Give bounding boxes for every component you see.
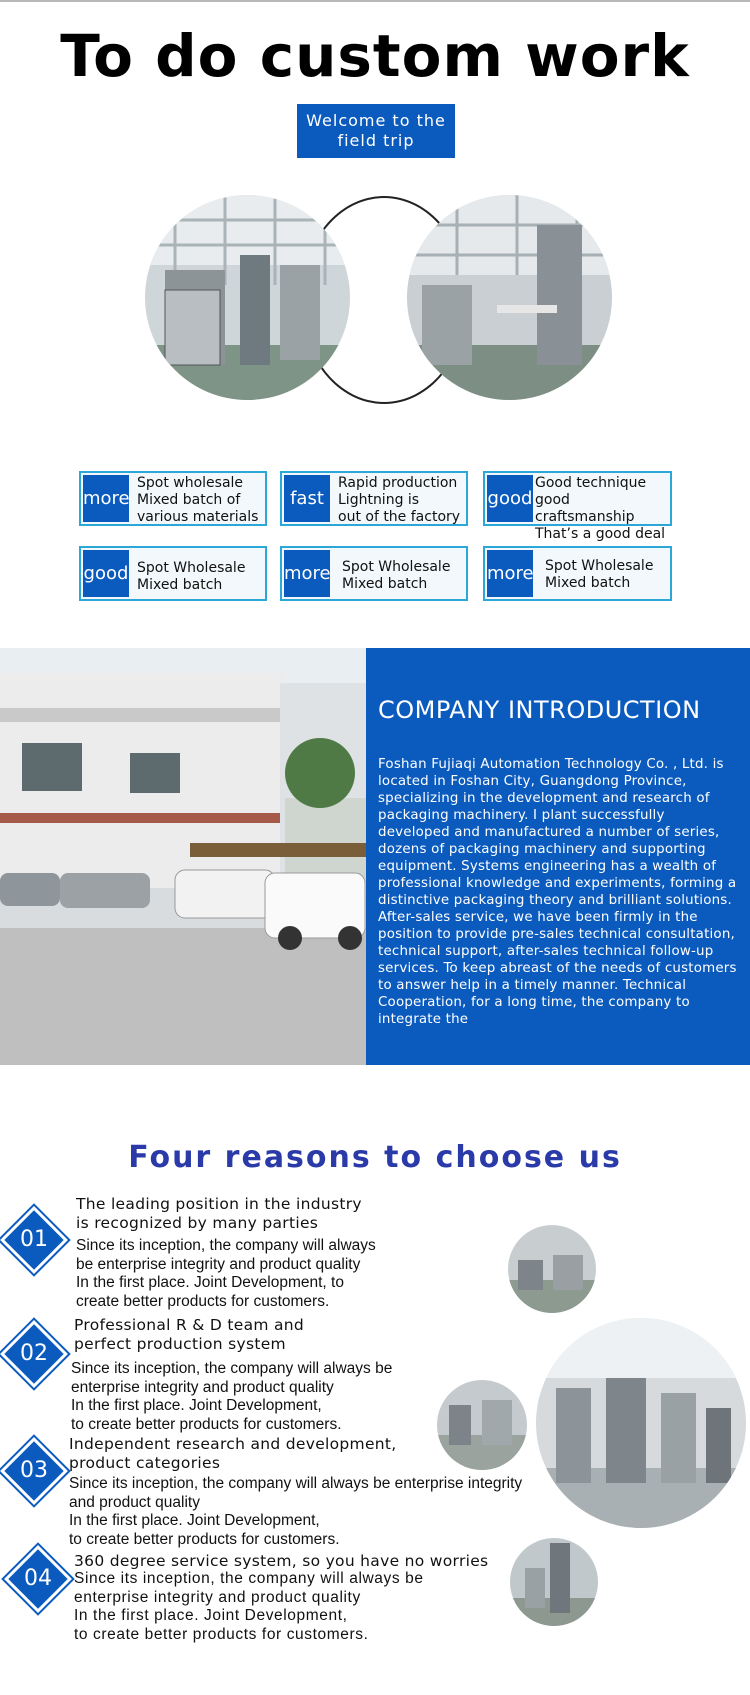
reason-number: 02 bbox=[20, 1341, 48, 1366]
reason-number: 04 bbox=[24, 1566, 52, 1591]
feature-badge: more bbox=[284, 550, 330, 597]
factory-photo-left bbox=[145, 195, 350, 400]
top-divider bbox=[0, 0, 750, 2]
reason-number: 03 bbox=[20, 1458, 48, 1483]
intro-title: COMPANY INTRODUCTION bbox=[378, 696, 701, 724]
feature-badge: more bbox=[487, 550, 533, 597]
reasons-title: Four reasons to choose us bbox=[128, 1140, 622, 1175]
reason-number-badge bbox=[8, 1445, 60, 1497]
feature-badge: good bbox=[83, 550, 129, 597]
reason-heading: Independent research and development, product categories bbox=[69, 1435, 397, 1472]
reason-body: Since its inception, the company will always be enterprise integrity and product quality In the first place. Joint Development, to create better products for customers. bbox=[69, 1475, 523, 1548]
workshop-photo-small bbox=[437, 1380, 527, 1470]
welcome-text: Welcome to the field trip bbox=[306, 111, 446, 150]
reason-number-badge bbox=[8, 1214, 60, 1266]
reason-heading: Professional R & D team and perfect production system bbox=[74, 1316, 305, 1353]
workshop-photo-small bbox=[510, 1538, 598, 1626]
feature-card bbox=[483, 471, 672, 542]
reason-body: Since its inception, the company will always be enterprise integrity and product quality In the first place. Joint Development, to create better products for customers. bbox=[76, 1237, 376, 1310]
feature-card bbox=[280, 471, 468, 526]
feature-text: Spot Wholesale Mixed batch bbox=[137, 560, 246, 593]
feature-badge: more bbox=[83, 475, 129, 522]
feature-card bbox=[79, 546, 267, 601]
reason-heading: 360 degree service system, so you have no worries bbox=[74, 1552, 489, 1570]
page-title: To do custom work bbox=[60, 22, 690, 90]
feature-card bbox=[79, 471, 267, 526]
company-building-photo bbox=[0, 648, 366, 1065]
workshop-photo-large bbox=[536, 1318, 746, 1528]
feature-text: Rapid production Lightning is out of the factory bbox=[338, 475, 461, 525]
workshop-photo-small bbox=[508, 1225, 596, 1313]
feature-badge: fast bbox=[284, 475, 330, 522]
reason-number-badge bbox=[8, 1328, 60, 1380]
welcome-banner bbox=[297, 104, 455, 158]
reason-number-badge bbox=[12, 1553, 64, 1605]
feature-text: Spot Wholesale Mixed batch bbox=[342, 559, 451, 592]
reason-number: 01 bbox=[20, 1227, 48, 1252]
factory-photo-right bbox=[407, 195, 612, 400]
feature-card bbox=[280, 546, 468, 601]
feature-text: Good technique good craftsmanship That’s a good deal bbox=[535, 475, 666, 542]
feature-card bbox=[483, 546, 672, 601]
intro-body: Foshan Fujiaqi Automation Technology Co. , Ltd. is located in Foshan City, Guangdong Province, specializing in the development and research of packaging machinery. I plant successfully developed and manufactured a number of series, dozens of packaging machinery and supporting equipment. Systems engineering has a wealth of professional knowledge and experiments, forming a distinctive packaging theory and brilliant solutions. After-sales service, we have been firmly in the position to provide pre-sales technical consultation, technical support, after-sales technical follow-up services. To keep abreast of the needs of customers to answer help in a timely manner. Technical Cooperation, for a long time, the company to integrate the bbox=[378, 757, 737, 1027]
reason-heading: The leading position in the industry is recognized by many parties bbox=[76, 1195, 362, 1232]
reason-body: Since its inception, the company will always be enterprise integrity and product quality In the first place. Joint Development, to create better products for customers. bbox=[71, 1360, 393, 1433]
reason-body: Since its inception, the company will always be enterprise integrity and product quality In the first place. Joint Development, to create better products for customers. bbox=[74, 1570, 424, 1643]
feature-badge: good bbox=[487, 475, 533, 522]
feature-text: Spot wholesale Mixed batch of various materials bbox=[137, 475, 259, 525]
feature-text: Spot Wholesale Mixed batch bbox=[545, 558, 654, 591]
company-intro-panel bbox=[366, 648, 750, 1065]
